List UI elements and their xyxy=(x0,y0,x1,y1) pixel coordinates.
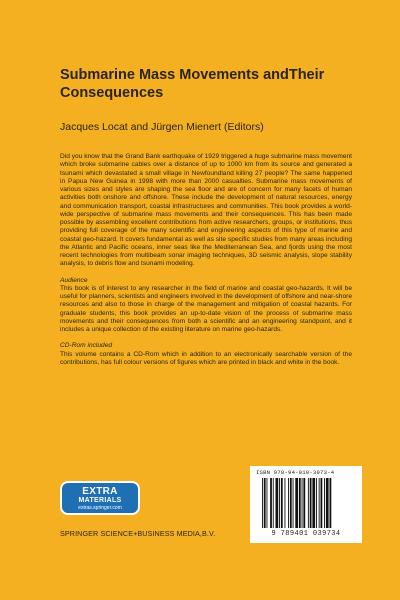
extra-materials-logo xyxy=(60,481,140,515)
logo-line-3: extras.springer.com xyxy=(78,505,122,511)
isbn-label: ISBN 978-94-010-3973-4 xyxy=(256,469,335,476)
barcode-icon xyxy=(262,478,354,528)
back-cover-text xyxy=(60,153,352,367)
barcode-area xyxy=(250,466,362,543)
audience-paragraph: This book is of interest to any researcher in the field of marine and coastal geo-hazards. It will be useful for planners, scientists and engineers involved in the development of offshore and near-shore resources and also to those in charge of the management and mitigation of coastal hazards. For graduate students, this book provides an up-to-date vision of the process of submarine mass movements and their consequences from both a scientific and an engineering standpoint, and it includes a unique collection of the existing literature on marine geo-hazards. xyxy=(60,284,352,333)
publisher-name: SPRINGER SCIENCE+BUSINESS MEDIA,B.V. xyxy=(60,529,216,538)
barcode-digits: 9 789401 039734 xyxy=(271,530,341,538)
logo-line-2: MATERIALS xyxy=(78,497,122,504)
audience-heading: Audience xyxy=(60,276,88,284)
book-title xyxy=(60,66,360,102)
cdrom-paragraph: This volume contains a CD-Rom which in addition to an electronically searchable version of the contributions, has full colour versions of figures which are printed in black and white in the book. xyxy=(60,350,352,366)
book-editors: Jacques Locat and Jürgen Mienert (Editors) xyxy=(60,121,264,133)
cdrom-heading: CD-Rom included xyxy=(60,342,113,350)
description-paragraph: Did you know that the Grand Bank earthquake of 1929 triggered a huge submarine mass movement which broke submarine cables over a distance of up to 1000 km from its source and generated a tsunami which devastated a small village in Newfoundland killing 27 people? The same happened in Papua New Guinea in 1998 with more than 2000 casualties. Submarine mass movements of various sizes and styles are shaping the sea floor and are of concern for many facets of human activities both onshore and offshore. These include the development of natural resources, energy and communication transport, coastal infrastructures and communities. This book provides a world-wide perspective of submarine mass movements and their consequences. This has been made possible by assembling excellent contributions from active researchers, groups, or institutions, thus providing full coverage of the many scientific and engineering aspects of this type of marine and coastal geo-hazard. It covers fundamental as well as site specific studies from many areas including the Atlantic and Pacific oceans, inner seas like the Mediterranean Sea, and fjords using the most recent technologies from multibeam sonar imaging techniques, 3D seismic analysis, slope stability analysis, to debris flow and tsunami modeling. xyxy=(60,153,352,268)
logo-line-1: EXTRA xyxy=(82,486,118,497)
book-title-line-1: Submarine Mass Movements andTheir xyxy=(60,67,325,83)
book-title-line-2: Consequences xyxy=(60,85,164,101)
